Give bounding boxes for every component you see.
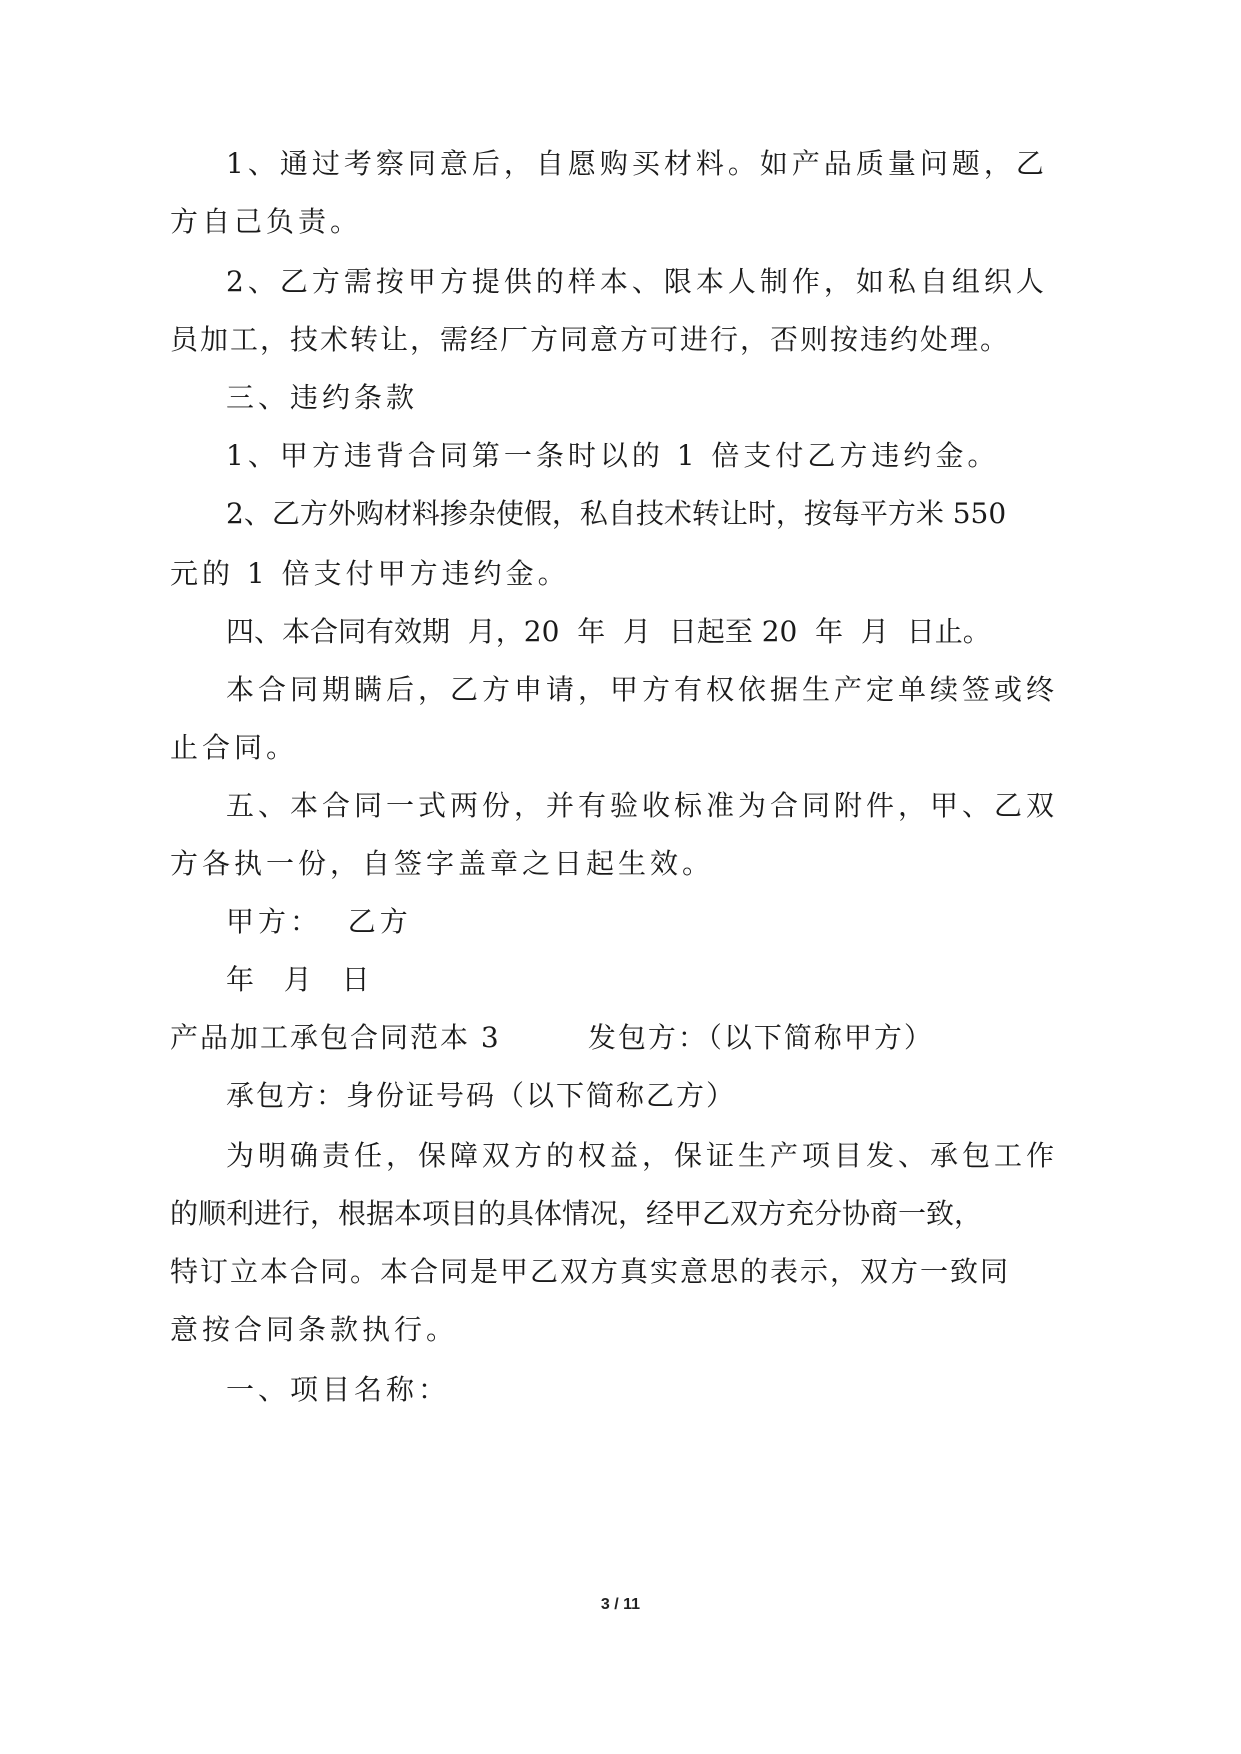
section-heading: 一、项目名称：: [226, 1373, 451, 1406]
paragraph-line: 承包方：身份证号码（以下简称乙方）: [226, 1079, 737, 1112]
paragraph-line: 1、通过考察同意后，自愿购买材料。如产品质量问题，乙: [226, 147, 1048, 180]
paragraph-line: 意按合同条款执行。: [170, 1313, 459, 1346]
paragraph-line: 方各执一份，自签字盖章之日起生效。: [170, 847, 715, 880]
paragraph-line: 本合同期瞒后，乙方申请，甲方有权依据生产定单续签或终: [226, 673, 1059, 706]
paragraph-line: 2、乙方外购材料掺杂使假，私自技术转让时，按每平方米 550: [226, 497, 1007, 530]
paragraph-line: 止合同。: [170, 731, 299, 764]
paragraph-line: 四、本合同有效期 月，20 年 月 日起至 20 年 月 日止。: [226, 615, 991, 648]
paragraph-line: 方自己负责。: [170, 205, 363, 238]
paragraph-line: 特订立本合同。本合同是甲乙双方真实意思的表示，双方一致同: [170, 1255, 1011, 1288]
signature-party-line: 甲方： 乙方: [226, 905, 412, 938]
contract-title-line: 产品加工承包合同范本 3 发包方：（以下简称甲方）: [170, 1021, 934, 1054]
paragraph-line: 为明确责任，保障双方的权益，保证生产项目发、承包工作: [226, 1139, 1059, 1172]
section-heading: 三、违约条款: [226, 381, 419, 414]
paragraph-line: 员加工，技术转让，需经厂方同意方可进行，否则按违约处理。: [170, 323, 1011, 356]
signature-date-line: 年 月 日: [226, 963, 374, 996]
paragraph-line: 1、甲方违背合同第一条时以的 1 倍支付乙方违约金。: [226, 439, 1000, 472]
page-number: 3 / 11: [600, 1596, 641, 1613]
paragraph-line: 五、本合同一式两份，并有验收标准为合同附件，甲、乙双: [226, 789, 1059, 822]
paragraph-line: 元的 1 倍支付甲方违约金。: [170, 557, 570, 590]
paragraph-line: 2、乙方需按甲方提供的样本、限本人制作，如私自组织人: [226, 265, 1048, 298]
paragraph-line: 的顺利进行，根据本项目的具体情况，经甲乙双方充分协商一致，: [170, 1197, 983, 1230]
